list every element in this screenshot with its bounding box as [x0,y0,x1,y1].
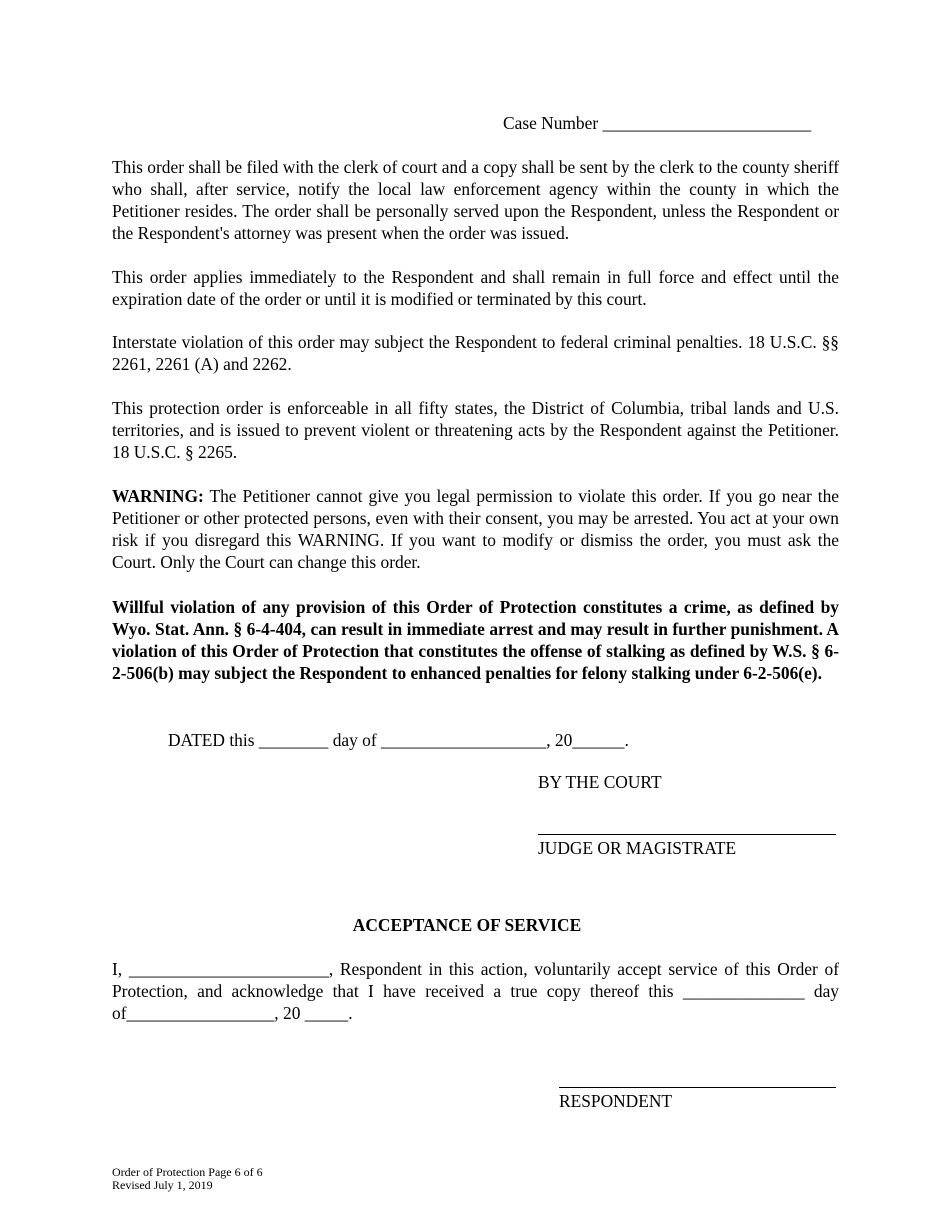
applies-paragraph: This order applies immediately to the Respondent and shall remain in full force and effect until the expiration date of the order or until it is modified or terminated by this court. [112,267,839,309]
willful-violation-paragraph: Willful violation of any provision of this Order of Protection constitutes a crime, as defined by Wyo. Stat. Ann. § 6-4-404, can result in immediate arrest and may result in further punishment. A violation of this Order of Protection that constitutes the offense of stalking as defined by W.S. § 6-2-506(b) may subject the Respondent to enhanced penalties for felony stalking under 6-2-506(e). [112,597,839,683]
warning-text: The Petitioner cannot give you legal permission to violate this order. If you go near the Petitioner or other protected persons, even with their consent, you may be arrested. You act at your own risk if you disregard this WARNING. If you want to modify or dismiss the order, you must ask the Court. Only the Court can change this order. [112,486,839,572]
respondent-label: RESPONDENT [559,1091,673,1111]
case-number-blank[interactable]: ________________________ [602,113,812,133]
filing-paragraph: This order shall be filed with the clerk of court and a copy shall be sent by the clerk to the county sheriff who shall, after service, notify the local law enforcement agency within the county in which the Petitioner resides. The order shall be personally served upon the Respondent, unless the Respondent or the Respondent's attorney was present when the order was issued. [112,157,839,243]
by-the-court-label: BY THE COURT [538,772,662,792]
dated-line[interactable]: DATED this ________ day of ___________________, 20______. [168,730,629,750]
interstate-paragraph: Interstate violation of this order may subject the Respondent to federal criminal penalties. 18 U.S.C. §§ 2261, 2261 (A) and 2262. [112,332,839,374]
acceptance-heading: ACCEPTANCE OF SERVICE [352,915,582,935]
judge-label: JUDGE OR MAGISTRATE [538,838,737,858]
footer-revised-date: Revised July 1, 2019 [112,1178,213,1192]
respondent-signature-line[interactable] [559,1087,836,1088]
enforceable-paragraph: This protection order is enforceable in all fifty states, the District of Columbia, tribal lands and U.S. territories, and is issued to prevent violent or threatening acts by the Respondent against the Petitioner. 18 U.S.C. § 2265. [112,398,839,462]
footer-page-number: Order of Protection Page 6 of 6 [112,1165,263,1179]
warning-label: WARNING: [112,486,204,506]
judge-signature-line[interactable] [538,834,836,835]
case-number-label: Case Number [503,113,599,133]
case-number-line [503,112,811,134]
acceptance-paragraph[interactable]: I, _______________________, Respondent in this action, voluntarily accept service of this Order of Protection, and acknowledge that I have received a true copy thereof this ______________ day of_________________, 20 _____. [112,959,839,1023]
warning-paragraph [112,485,839,573]
